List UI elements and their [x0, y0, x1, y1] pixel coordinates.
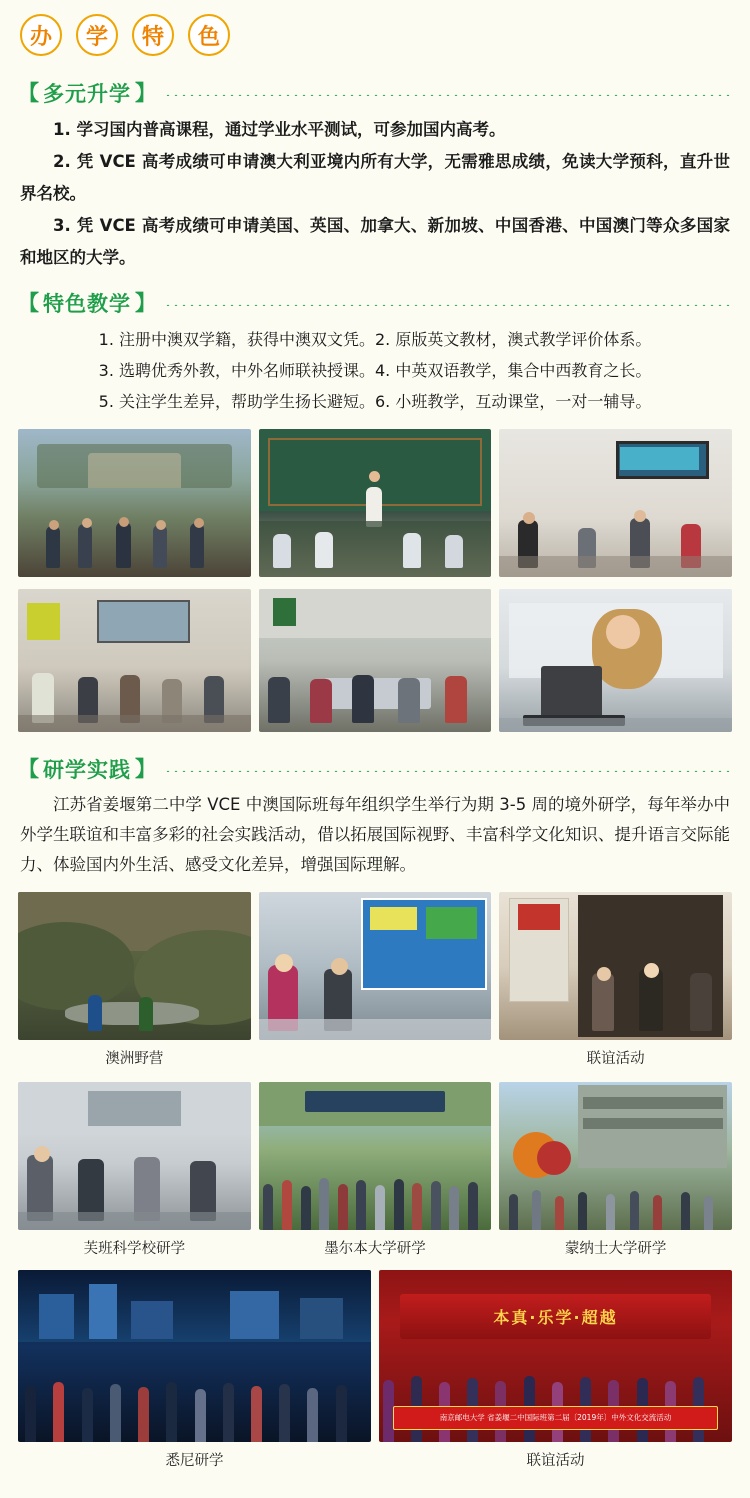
title-dotted-rule [248, 34, 750, 36]
photo-cell [259, 1082, 492, 1260]
section-header-duoyuan-shengxue [18, 78, 750, 108]
teaching-line-2: 3. 选聘优秀外教，中外名师联袂授课。4. 中英双语教学，集合中西教育之长。 [98, 361, 652, 380]
paragraph-2: 2. 凭 VCE 高考成绩可申请澳大利亚境内所有大学，无需雅思成绩，免读大学预科，直升世界名校。 [20, 152, 730, 203]
study-photo-row-3 [0, 1270, 750, 1472]
teaching-line-3: 5. 关注学生差异，帮助学生扬长避短。6. 小班教学，互动课堂，一对一辅导。 [98, 392, 652, 411]
photo-cell [259, 892, 492, 1070]
photo-cell [18, 1270, 371, 1472]
photo-australia-camping [18, 892, 251, 1040]
teaching-feature-list [0, 324, 750, 417]
crowd [18, 1356, 371, 1442]
section-dotted-rule [164, 766, 732, 772]
section-header-yanxue-shijian [18, 754, 750, 784]
yanxue-paragraph-block [0, 790, 750, 880]
section-header-tese-jiaoxue [18, 288, 750, 318]
photo-cell [499, 892, 732, 1070]
photo-cell [259, 429, 492, 577]
photo-microscope-experiment [499, 589, 732, 732]
section-title-text: 研学实践 [43, 758, 131, 782]
bracket-right: 】 [135, 80, 156, 105]
study-caption-7: 悉尼研学 [165, 1453, 224, 1469]
photo-cell [18, 892, 251, 1070]
photo-cell [18, 429, 251, 577]
photo-poster-exchange [259, 892, 492, 1040]
title-char-3: 特 [132, 14, 174, 56]
title-char-1: 办 [20, 14, 62, 56]
bracket-right: 】 [135, 290, 156, 315]
study-caption-4: 芙班科学校研学 [83, 1241, 186, 1257]
bracket-right: 】 [135, 756, 156, 781]
section-dotted-rule [164, 300, 732, 306]
photo-group-activity [259, 589, 492, 732]
study-caption-3: 联谊活动 [586, 1051, 645, 1067]
photo-cell [499, 1082, 732, 1260]
study-caption-1: 澳洲野营 [105, 1051, 164, 1067]
study-photo-row-1 [0, 892, 750, 1070]
photo-lecture-discussion [18, 589, 251, 732]
teaching-photo-row-1 [0, 429, 750, 577]
bracket-left: 【 [18, 290, 39, 315]
photo-fuban-school-visit [18, 1082, 251, 1230]
study-caption-8: 联谊活动 [526, 1453, 585, 1469]
stage-banner-main: 本真·乐学·超越 [400, 1294, 711, 1339]
bracket-left: 【 [18, 80, 39, 105]
photo-monash-university [499, 1082, 732, 1230]
photo-hall-group-photo [379, 1270, 732, 1442]
photo-cell [499, 429, 732, 577]
paragraph-1: 1. 学习国内普高课程，通过学业水平测试，可参加国内高考。 [53, 120, 506, 139]
photo-melbourne-university [259, 1082, 492, 1230]
section-dotted-rule [164, 90, 732, 96]
photo-classroom-exchange [499, 429, 732, 577]
yanxue-paragraph-text: 江苏省姜堰第二中学 VCE 中澳国际班每年组织学生举行为期 3-5 周的境外研学，每年举办中外学生联谊和丰富多彩的社会实践活动，借以拓展国际视野、丰富科学文化知识、提升语言交际能力、体验国内外生活、感受文化差异，增强国际理解。 [20, 795, 730, 874]
photo-cell [259, 589, 492, 732]
teaching-photo-row-2 [0, 589, 750, 732]
bracket-left: 【 [18, 756, 39, 781]
photo-campus-assembly [18, 429, 251, 577]
paragraph-3: 3. 凭 VCE 高考成绩可申请美国、英国、加拿大、新加坡、中国香港、中国澳门等众多国家和地区的大学。 [20, 216, 730, 267]
page-title [0, 0, 750, 64]
study-caption-5: 墨尔本大学研学 [324, 1241, 426, 1257]
title-char-2: 学 [76, 14, 118, 56]
study-caption-6: 蒙纳士大学研学 [564, 1241, 667, 1257]
photo-cell [18, 1082, 251, 1260]
photo-cell [499, 589, 732, 732]
section-title-text: 特色教学 [43, 292, 131, 316]
stage-banner-sub: 南京邮电大学 省姜堰二中国际班第二届〔2019年〕中外文化交流活动 [393, 1406, 718, 1430]
yanxue-paragraph [20, 790, 730, 880]
duoyuan-paragraphs [0, 114, 750, 274]
crowd [499, 1171, 732, 1230]
teaching-line-1: 1. 注册中澳双学籍，获得中澳双文凭。2. 原版英文教材，澳式教学评价体系。 [98, 330, 652, 349]
photo-cell [379, 1270, 732, 1472]
section-title-text: 多元升学 [43, 82, 131, 106]
photo-foreign-teacher-class [259, 429, 492, 577]
photo-sydney-night [18, 1270, 371, 1442]
photo-cell [18, 589, 251, 732]
title-char-4: 色 [188, 14, 230, 56]
crowd [259, 1144, 492, 1230]
study-photo-row-2 [0, 1082, 750, 1260]
photo-friendship-gathering-indoor [499, 892, 732, 1040]
